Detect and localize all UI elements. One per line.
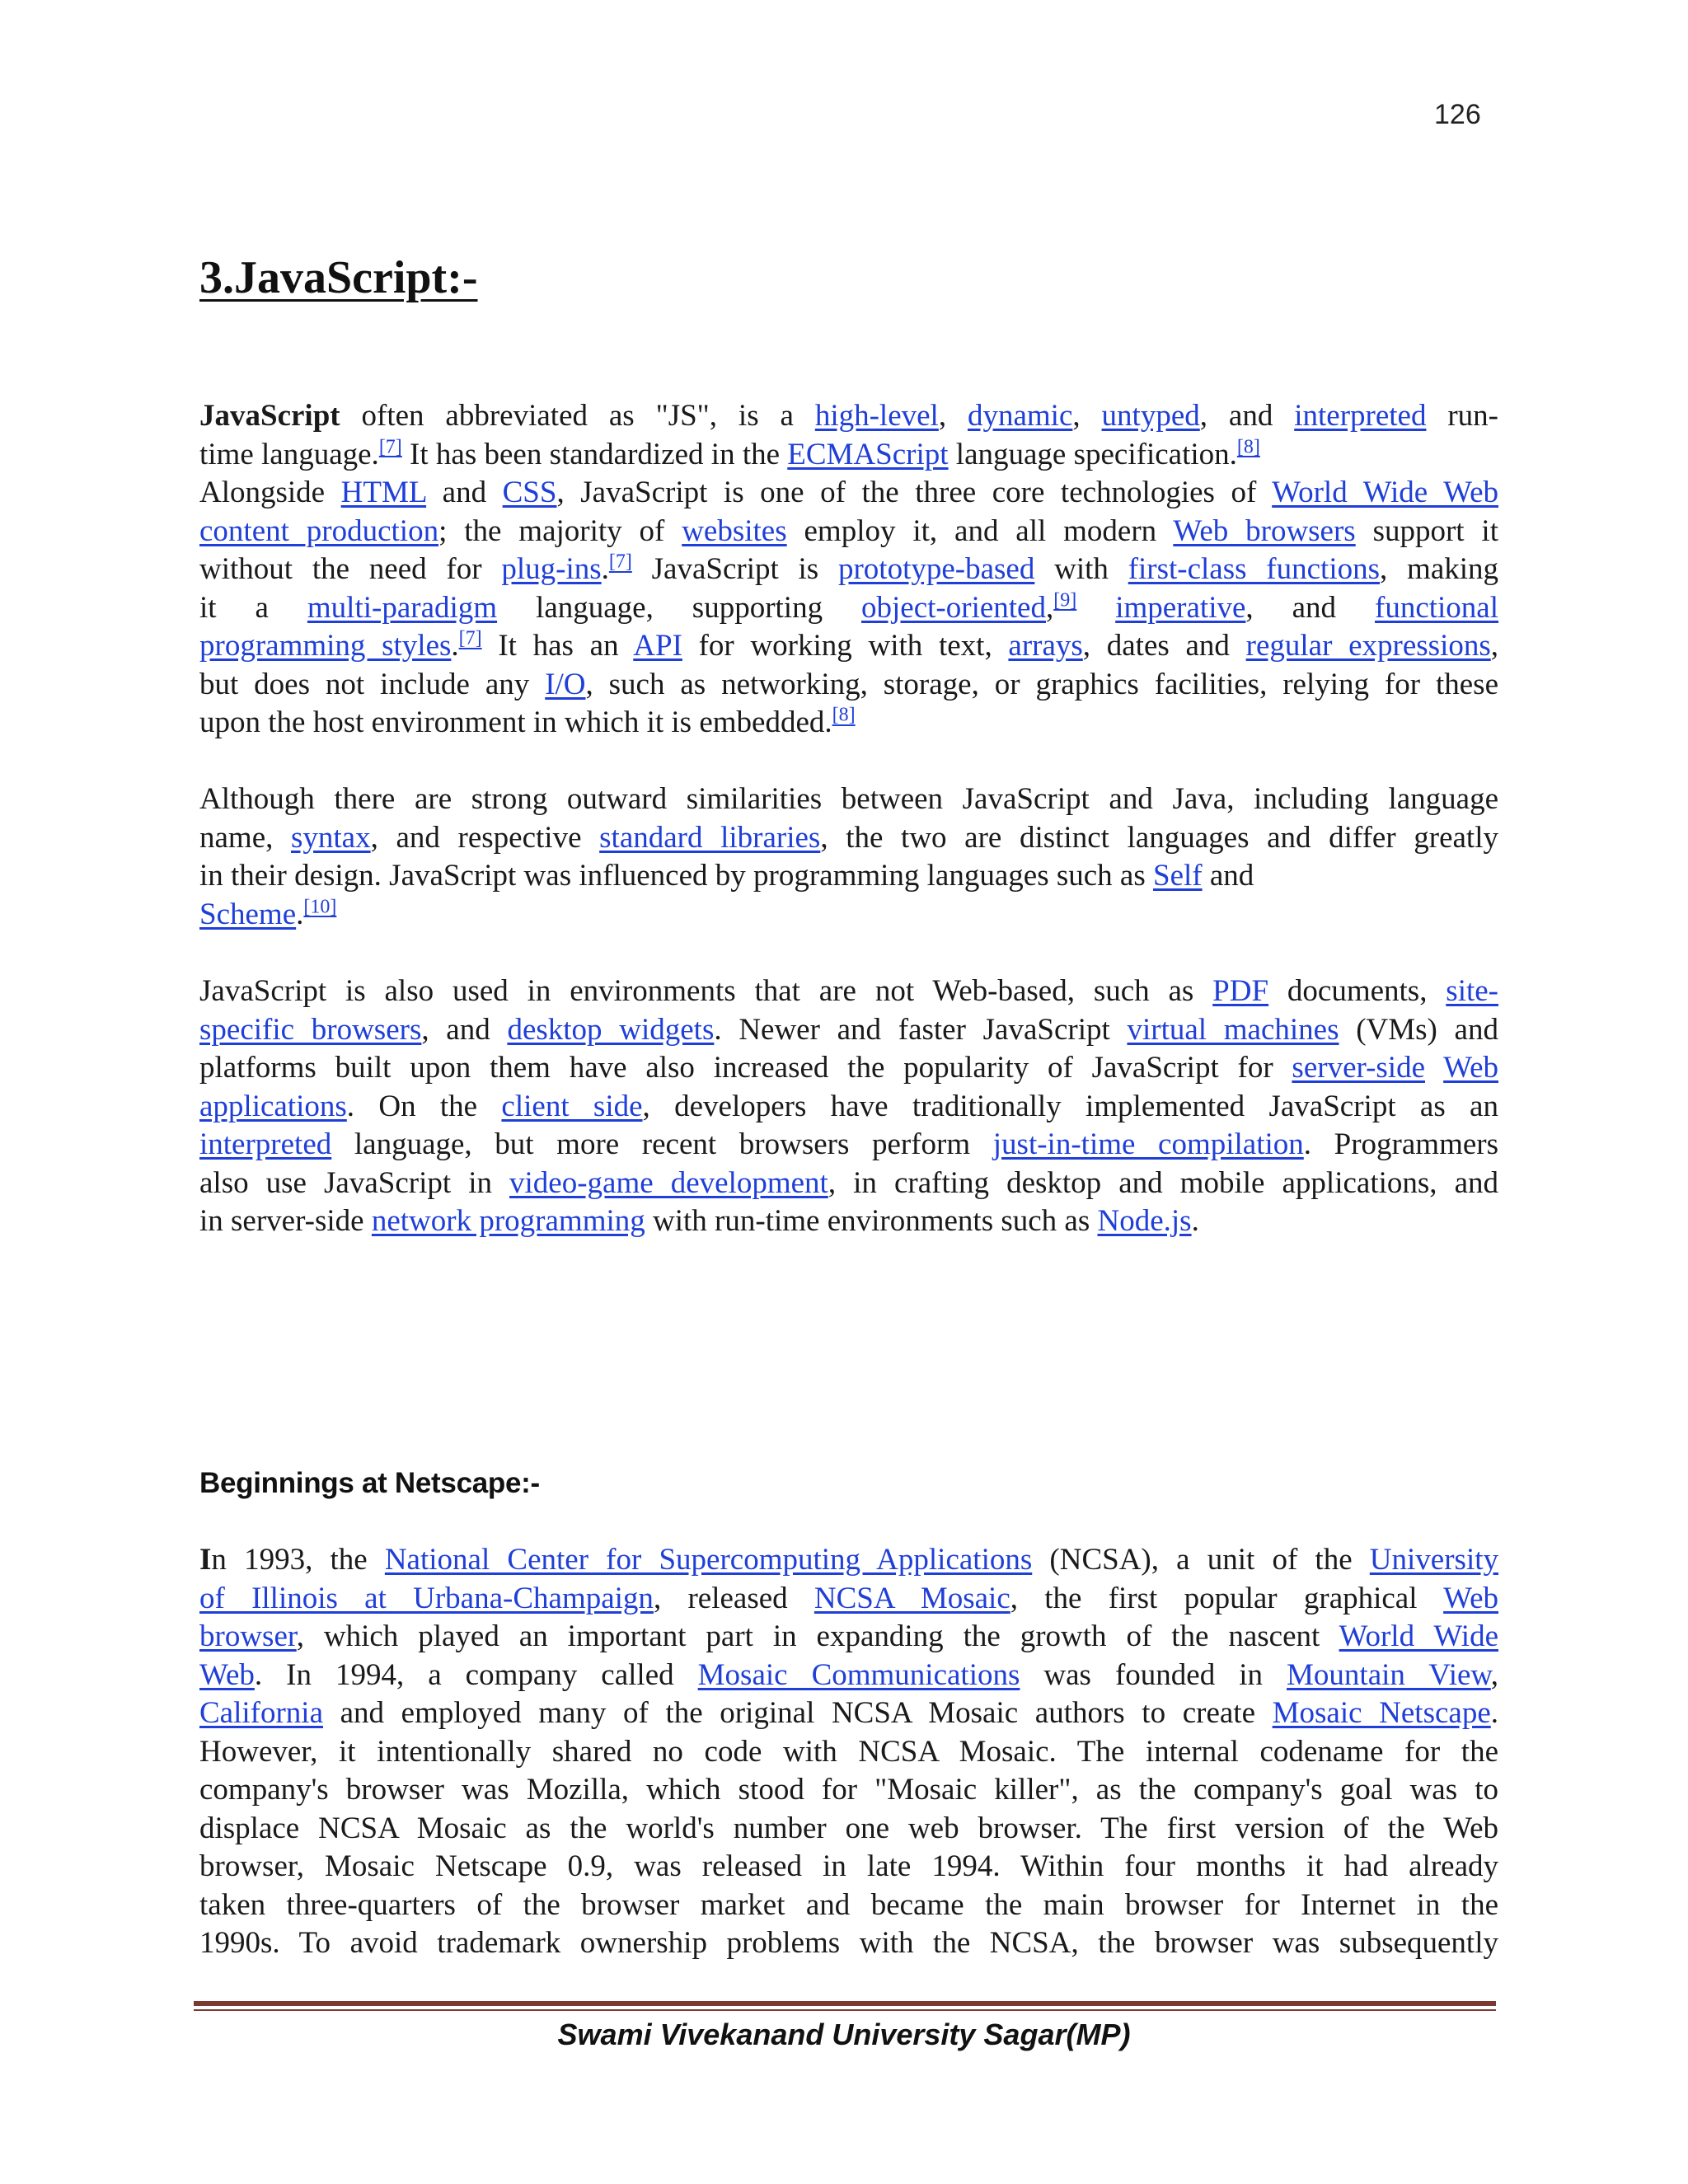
link-california[interactable]: California: [199, 1696, 324, 1730]
link-first-class-functions[interactable]: first-class functions: [1128, 552, 1381, 586]
text-line: applications. On the client side, developers have traditionally implemented JavaScript as an: [199, 1089, 1498, 1123]
paragraph-intro: [199, 397, 1498, 743]
text-line: without the need for plug-ins.[7] JavaScript is prototype-based with first-class functions, making: [199, 551, 1499, 586]
link-ecmascript[interactable]: ECMAScript: [787, 437, 949, 471]
link-mountain-view[interactable]: Mountain View: [1287, 1657, 1491, 1692]
link-pdf[interactable]: PDF: [1212, 974, 1269, 1008]
link-arrays[interactable]: arrays: [1008, 629, 1083, 663]
text-line: Web. In 1994, a company called Mosaic Communications was founded in Mountain View,: [199, 1657, 1499, 1692]
link-plug-ins[interactable]: plug-ins: [501, 552, 602, 586]
link-web-applications[interactable]: Web: [1443, 1051, 1498, 1085]
page-number: 126: [1434, 99, 1481, 130]
section-title: 3.JavaScript:-: [199, 252, 478, 303]
text-line: JavaScript often abbreviated as "JS", is a high-level, dynamic, untyped, and interpreted run-: [199, 399, 1499, 433]
footer-rule: [194, 2001, 1496, 2006]
text-line: browser, Mosaic Netscape 0.9, was released in late 1994. Within four months it had already: [199, 1849, 1498, 1883]
link-regular-expressions[interactable]: regular expressions: [1245, 629, 1491, 663]
link-api[interactable]: API: [633, 629, 682, 663]
text-line: taken three-quarters of the browser market and became the main browser for Internet in the: [199, 1887, 1498, 1922]
text-line: but does not include any I/O, such as networking, storage, or graphics facilities, relying for these: [199, 667, 1498, 701]
text-line: also use JavaScript in video-game development, in crafting desktop and mobile applications, and: [199, 1165, 1499, 1200]
link-high-level[interactable]: high-level: [814, 399, 939, 433]
link-programming-styles[interactable]: programming styles: [199, 629, 452, 663]
link-world-wide-web[interactable]: Web: [199, 1657, 255, 1692]
subheading-beginnings-at-netscape: Beginnings at Netscape:-: [199, 1467, 540, 1499]
link-interpreted[interactable]: interpreted: [199, 1127, 332, 1161]
citation-8[interactable]: [8]: [832, 704, 856, 726]
link-web-applications[interactable]: applications: [199, 1089, 347, 1123]
citation-7[interactable]: [7]: [378, 436, 402, 458]
link-web-browsers[interactable]: Web browsers: [1173, 513, 1356, 548]
text-line: 1990s. To avoid trademark ownership problems with the NCSA, the browser was subsequently: [199, 1926, 1498, 1960]
footer-university-name: Swami Vivekanand University Sagar(MP): [557, 2018, 1131, 2051]
drop-letter: I: [199, 1543, 212, 1577]
text-line: browser, which played an important part in expanding the growth of the nascent World Wide: [199, 1619, 1498, 1653]
text-line: time language.[7] It has been standardized in the ECMAScript language specification.[8]: [199, 436, 1260, 471]
link-video-game-development[interactable]: video-game development: [509, 1165, 828, 1200]
text-line: in server-side network programming with run-time environments such as Node.js.: [199, 1204, 1199, 1238]
link-standard-libraries[interactable]: standard libraries: [599, 820, 821, 855]
link-css[interactable]: CSS: [502, 476, 557, 509]
text-line: interpreted language, but more recent browsers perform just-in-time compilation. Programmers: [199, 1127, 1499, 1161]
link-self[interactable]: Self: [1153, 859, 1203, 893]
link-world-wide-web[interactable]: World Wide: [1339, 1619, 1498, 1653]
link-site-specific-browsers[interactable]: specific browsers: [199, 1012, 422, 1047]
link-server-side[interactable]: server-side: [1292, 1051, 1425, 1085]
footer-rule-thin: [194, 2009, 1496, 2011]
text-line: of Illinois at Urbana-Champaign, released NCSA Mosaic, the first popular graphical Web: [199, 1581, 1498, 1615]
text-line: JavaScript is also used in environments that are not Web-based, such as PDF documents, site-: [199, 974, 1498, 1008]
link-interpreted[interactable]: interpreted: [1294, 399, 1427, 433]
link-object-oriented[interactable]: object-oriented: [861, 590, 1046, 625]
link-university-of-illinois[interactable]: University: [1369, 1543, 1498, 1577]
text-line: company's browser was Mozilla, which stood for "Mosaic killer", as the company's goal was to: [199, 1773, 1498, 1807]
link-just-in-time-compilation[interactable]: just-in-time compilation: [992, 1127, 1304, 1161]
link-functional[interactable]: functional: [1375, 590, 1499, 625]
text-line: content production; the majority of websites employ it, and all modern Web browsers support it: [199, 513, 1498, 548]
text-line: platforms built upon them have also increased the popularity of JavaScript for server-side Web: [199, 1051, 1498, 1085]
link-prototype-based[interactable]: prototype-based: [837, 552, 1035, 586]
link-mosaic-netscape[interactable]: Mosaic Netscape: [1272, 1696, 1491, 1730]
link-imperative[interactable]: imperative: [1115, 590, 1246, 625]
link-syntax[interactable]: syntax: [291, 820, 371, 855]
text-line: However, it intentionally shared no code with NCSA Mosaic. The internal codename for the: [199, 1734, 1498, 1769]
link-web-browser[interactable]: Web: [1443, 1581, 1498, 1615]
citation-7[interactable]: [7]: [458, 627, 482, 649]
text-line: In 1993, the National Center for Supercomputing Applications (NCSA), a unit of the University: [199, 1543, 1498, 1577]
citation-8[interactable]: [8]: [1236, 436, 1260, 458]
link-multi-paradigm[interactable]: multi-paradigm: [307, 590, 498, 625]
text-line: in their design. JavaScript was influenced by programming languages such as Self and: [199, 859, 1254, 893]
link-scheme[interactable]: Scheme: [199, 897, 297, 931]
link-websites[interactable]: websites: [682, 513, 787, 548]
link-university-of-illinois[interactable]: of Illinois at Urbana-Champaign: [199, 1581, 654, 1615]
link-untyped[interactable]: untyped: [1101, 399, 1200, 433]
link-network-programming[interactable]: network programming: [371, 1204, 645, 1238]
paragraph-java-comparison: [199, 780, 1498, 934]
link-io[interactable]: I/O: [545, 667, 586, 701]
citation-10[interactable]: [10]: [303, 896, 337, 918]
text-line: Alongside HTML and CSS, JavaScript is one of the three core technologies of World Wide Web: [199, 476, 1498, 509]
bold-term: JavaScript: [199, 399, 340, 433]
text-line: programming styles.[7] It has an API for working with text, arrays, dates and regular expressions,: [199, 627, 1498, 663]
link-desktop-widgets[interactable]: desktop widgets: [507, 1012, 715, 1047]
link-virtual-machines[interactable]: virtual machines: [1127, 1012, 1339, 1047]
paragraph-environments: [199, 972, 1498, 1241]
text-line: Although there are strong outward similarities between JavaScript and Java, including language: [199, 782, 1498, 816]
link-dynamic[interactable]: dynamic: [967, 399, 1073, 433]
link-mosaic-communications[interactable]: Mosaic Communications: [697, 1657, 1020, 1692]
link-html[interactable]: HTML: [340, 476, 427, 509]
link-web-browser[interactable]: browser: [199, 1619, 297, 1653]
link-ncsa[interactable]: National Center for Supercomputing Applications: [384, 1543, 1033, 1577]
text-line: it a multi-paradigm language, supporting object-oriented,[9] imperative, and functional: [199, 589, 1499, 625]
link-ncsa-mosaic[interactable]: NCSA Mosaic: [814, 1581, 1010, 1615]
link-client-side[interactable]: client side: [501, 1089, 643, 1123]
citation-9[interactable]: [9]: [1053, 589, 1077, 612]
text-line: specific browsers, and desktop widgets. Newer and faster JavaScript virtual machines (VMs) and: [199, 1012, 1498, 1047]
paragraph-netscape-history: [199, 1541, 1498, 1963]
text-line: name, syntax, and respective standard libraries, the two are distinct languages and differ greatly: [199, 820, 1498, 855]
link-nodejs[interactable]: Node.js: [1097, 1204, 1192, 1238]
link-site-specific-browsers[interactable]: site-: [1446, 974, 1498, 1008]
text-line: Scheme.[10]: [199, 896, 337, 931]
text-line: California and employed many of the original NCSA Mosaic authors to create Mosaic Netscape.: [199, 1696, 1498, 1730]
text-line: displace NCSA Mosaic as the world's number one web browser. The first version of the Web: [199, 1811, 1498, 1845]
text-line: upon the host environment in which it is embedded.[8]: [199, 704, 856, 739]
link-world-wide-web[interactable]: World Wide Web: [1272, 476, 1498, 509]
citation-7[interactable]: [7]: [608, 551, 632, 573]
link-content-production[interactable]: content production: [199, 513, 439, 548]
